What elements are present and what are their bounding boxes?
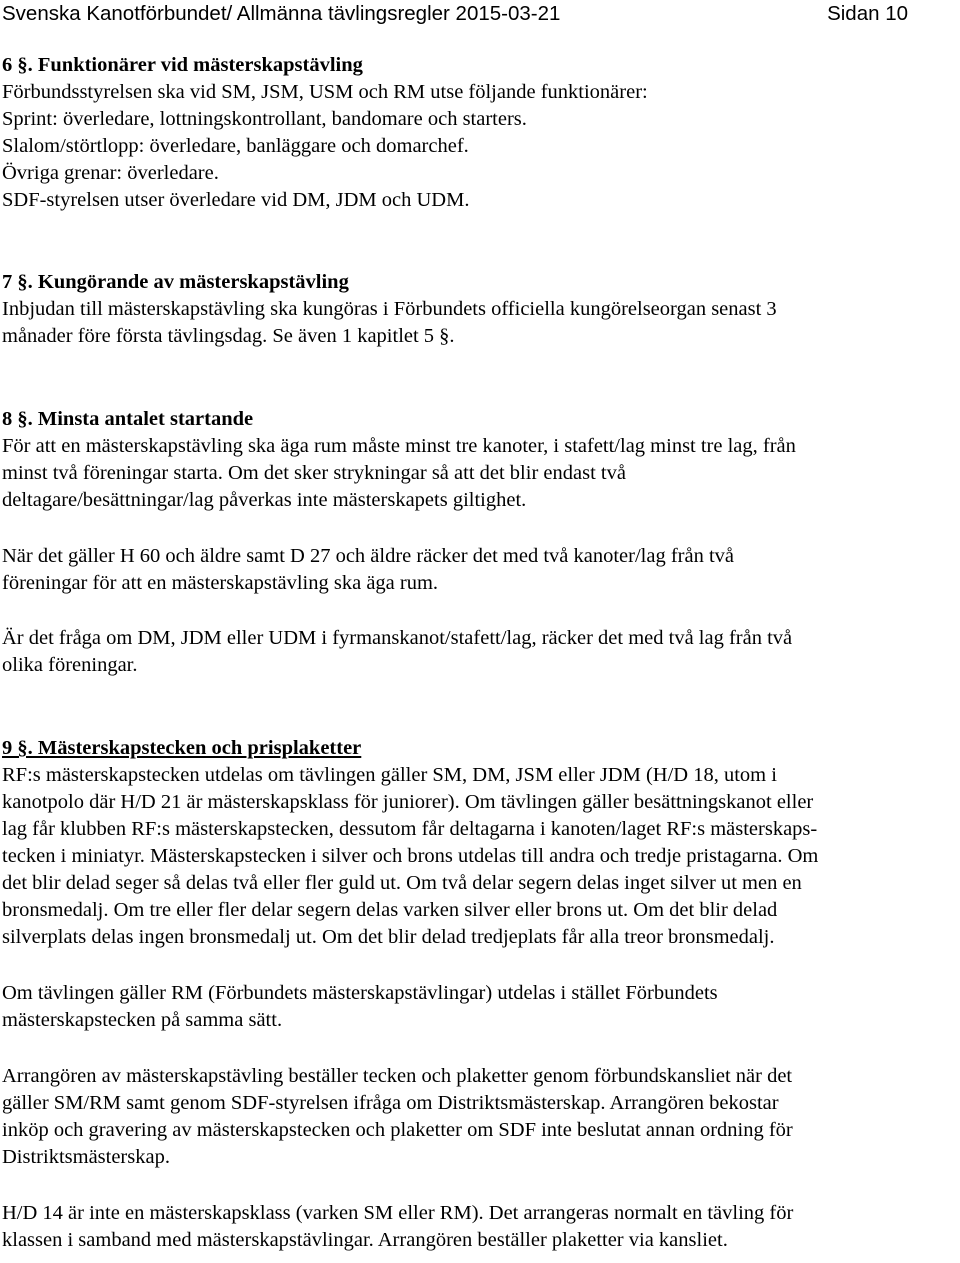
section-8-line: När det gäller H 60 och äldre samt D 27 och äldre räcker det med två kanoter/lag från två	[2, 545, 734, 567]
section-7-heading: 7 §. Kungörande av mästerskapstävling	[2, 271, 349, 293]
section-9-line: klassen i samband med mästerskapstävlingar. Arrangören beställer plaketter via kansliet.	[2, 1229, 728, 1251]
section-6-line: SDF-styrelsen utser överledare vid DM, JDM och UDM.	[2, 189, 470, 211]
section-7-line: Inbjudan till mästerskapstävling ska kungöras i Förbundets officiella kungörelseorgan senast 3	[2, 298, 777, 320]
section-6-line: Förbundsstyrelsen ska vid SM, JSM, USM och RM utse följande funktionärer:	[2, 81, 648, 103]
section-9-line: bronsmedalj. Om tre eller fler delar segern delas varken silver eller brons ut. Om det blir delad	[2, 899, 778, 921]
section-8-line: För att en mästerskapstävling ska äga rum måste minst tre kanoter, i stafett/lag minst tre lag, från	[2, 435, 796, 457]
section-8-line: minst två föreningar starta. Om det sker strykningar så att det blir endast två	[2, 462, 626, 484]
section-8-line: olika föreningar.	[2, 654, 138, 676]
section-6-line: Övriga grenar: överledare.	[2, 162, 219, 184]
section-8-line: föreningar för att en mästerskapstävling ska äga rum.	[2, 572, 439, 594]
section-9-line: inköp och gravering av mästerskapstecken och plaketter om SDF inte beslutat annan ordning för	[2, 1119, 793, 1141]
section-9-line: kanotpolo där H/D 21 är mästerskapsklass för juniorer). Om tävlingen gäller besättningskanot eller	[2, 791, 814, 813]
section-9-line: Distriktsmästerskap.	[2, 1146, 170, 1168]
section-9-line: mästerskapstecken på samma sätt.	[2, 1009, 283, 1031]
section-9-line: Arrangören av mästerskapstävling beställer tecken och plaketter genom förbundskansliet när det	[2, 1065, 793, 1087]
section-6-heading: 6 §. Funktionärer vid mästerskapstävling	[2, 54, 363, 76]
section-9-line: silverplats delas ingen bronsmedalj ut. Om det blir delad tredjeplats får alla treor bronsmedalj.	[2, 926, 775, 948]
page-number: Sidan 10	[827, 2, 908, 25]
section-6-line: Sprint: överledare, lottningskontrollant, bandomare och starters.	[2, 108, 527, 130]
section-9-line: lag får klubben RF:s mästerskapstecken, dessutom får deltagarna i kanoten/laget RF:s mästerskaps-	[2, 818, 818, 840]
section-9-line: gäller SM/RM samt genom SDF-styrelsen ifråga om Distriktsmästerskap. Arrangören bekostar	[2, 1092, 779, 1114]
section-9-line: tecken i miniatyr. Mästerskapstecken i silver och brons utdelas till andra och tredje pristagarna. Om	[2, 845, 819, 867]
section-8-heading: 8 §. Minsta antalet startande	[2, 408, 254, 430]
section-8-line: Är det fråga om DM, JDM eller UDM i fyrmanskanot/stafett/lag, räcker det med två lag från två	[2, 627, 793, 649]
section-9-line: Om tävlingen gäller RM (Förbundets mästerskapstävlingar) utdelas i stället Förbundets	[2, 982, 718, 1004]
section-6-line: Slalom/störtlopp: överledare, banläggare och domarchef.	[2, 135, 469, 157]
section-8-line: deltagare/besättningar/lag påverkas inte mästerskapets giltighet.	[2, 489, 527, 511]
section-9-line: det blir delad seger så delas två eller fler guld ut. Om två delar segern delas inget silver ut men en	[2, 872, 802, 894]
header-title: Svenska Kanotförbundet/ Allmänna tävlingsregler 2015-03-21	[2, 2, 561, 25]
page-header	[0, 0, 960, 30]
section-7-line: månader före första tävlingsdag. Se även 1 kapitlet 5 §.	[2, 325, 455, 347]
section-9-line: RF:s mästerskapstecken utdelas om tävlingen gäller SM, DM, JSM eller JDM (H/D 18, utom i	[2, 764, 777, 786]
section-9-heading: 9 §. Mästerskapstecken och prisplaketter	[2, 737, 362, 759]
section-9-line: H/D 14 är inte en mästerskapsklass (varken SM eller RM). Det arrangeras normalt en tävling för	[2, 1202, 794, 1224]
